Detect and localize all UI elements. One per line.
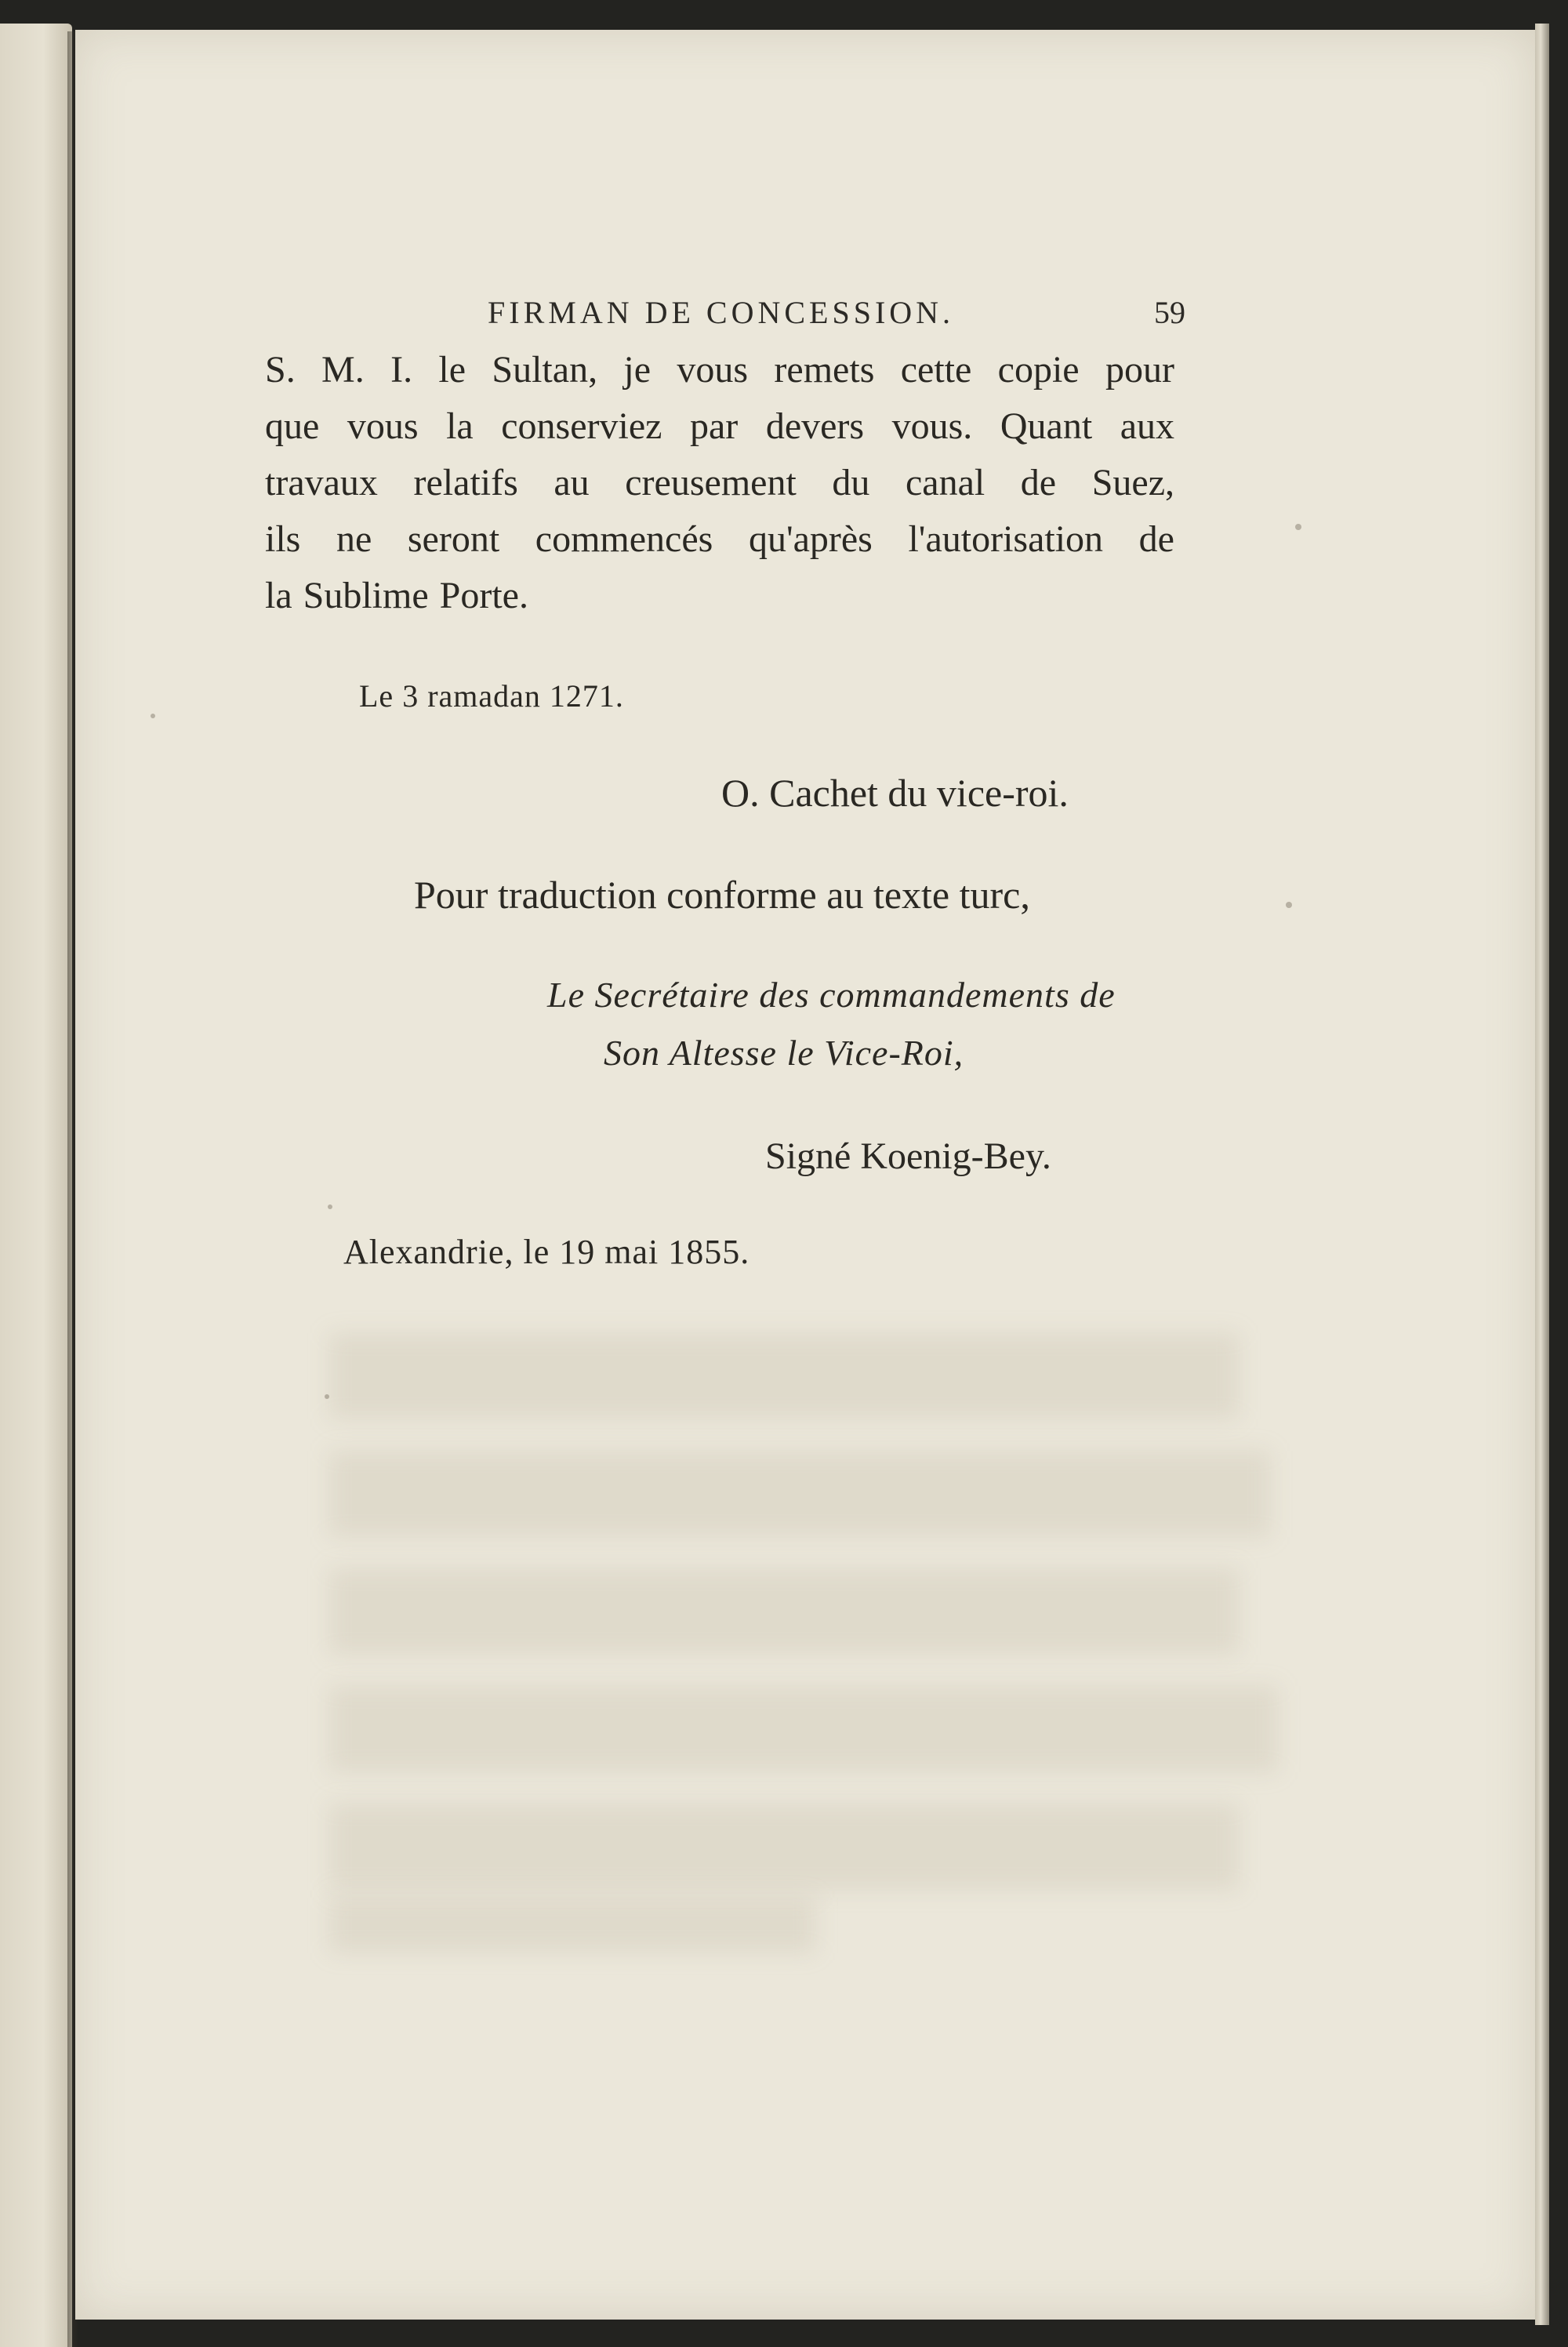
body-word: S. (265, 349, 296, 391)
body-line (265, 398, 1174, 455)
body-word: aux (1120, 405, 1174, 447)
body-word: devers (765, 405, 865, 447)
signature-title-line-1: Le Secrétaire des commandements de (547, 975, 1116, 1015)
body-line (265, 342, 1174, 398)
body-word: M. (321, 349, 365, 391)
body-word: ne (336, 518, 372, 560)
body-line (265, 568, 1174, 624)
body-word: qu'après (748, 518, 873, 560)
show-through (329, 1333, 1239, 1419)
show-through (329, 1451, 1270, 1537)
body-word: canal (905, 462, 985, 503)
body-word: ils (265, 518, 301, 560)
translation-note: Pour traduction conforme au texte turc, (414, 873, 1030, 917)
body-word: Sultan, (492, 349, 598, 391)
running-head (267, 292, 1185, 334)
body-word: Quant (1000, 405, 1093, 447)
body-word: par (689, 405, 739, 447)
body-word: le (438, 349, 466, 391)
body-word: Porte. (439, 575, 528, 616)
show-through (329, 1898, 815, 1953)
body-word: au (554, 462, 590, 503)
body-word: conserviez (501, 405, 662, 447)
paper-speck (328, 1204, 332, 1209)
body-word: que (265, 405, 320, 447)
body-word: cette (900, 349, 972, 391)
body-word: du (832, 462, 870, 503)
signature-name: Signé Koenig-Bey. (765, 1135, 1051, 1177)
body-paragraph (265, 342, 1174, 624)
body-word: travaux (265, 462, 378, 503)
facing-page-edge (0, 24, 72, 2347)
date-line: Le 3 ramadan 1271. (359, 678, 624, 714)
body-word: vous (677, 349, 749, 391)
page-number: 59 (1154, 295, 1185, 330)
running-title: FIRMAN DE CONCESSION. (488, 295, 955, 330)
body-word: seront (407, 518, 500, 560)
body-word: vous. (891, 405, 973, 447)
body-word: relatifs (413, 462, 518, 503)
paper-speck (151, 714, 155, 718)
paper-speck (325, 1394, 329, 1399)
body-word: je (623, 349, 652, 391)
body-line (265, 455, 1174, 511)
body-word: creusement (625, 462, 797, 503)
body-word: de (1138, 518, 1174, 560)
body-word: la (265, 575, 292, 616)
seal-line: O. Cachet du vice-roi. (721, 771, 1069, 815)
body-word: la (446, 405, 474, 447)
paper-speck (1295, 524, 1301, 530)
body-word: remets (774, 349, 875, 391)
page-fore-edge (1535, 24, 1549, 2325)
body-word: l'autorisation (908, 518, 1104, 560)
body-word: copie (997, 349, 1080, 391)
show-through (329, 1686, 1278, 1772)
body-line (265, 511, 1174, 568)
show-through (329, 1568, 1239, 1655)
body-word: pour (1105, 349, 1174, 391)
body-word: commencés (535, 518, 713, 560)
body-word: Suez, (1091, 462, 1174, 503)
place-and-date: Alexandrie, le 19 mai 1855. (343, 1233, 750, 1271)
body-word: de (1020, 462, 1057, 503)
paper-speck (1286, 902, 1292, 908)
body-word: I. (390, 349, 413, 391)
body-word: vous (347, 405, 419, 447)
signature-title-line-2: Son Altesse le Vice-Roi, (604, 1033, 964, 1073)
show-through (329, 1804, 1239, 1890)
body-word: Sublime (303, 575, 429, 616)
